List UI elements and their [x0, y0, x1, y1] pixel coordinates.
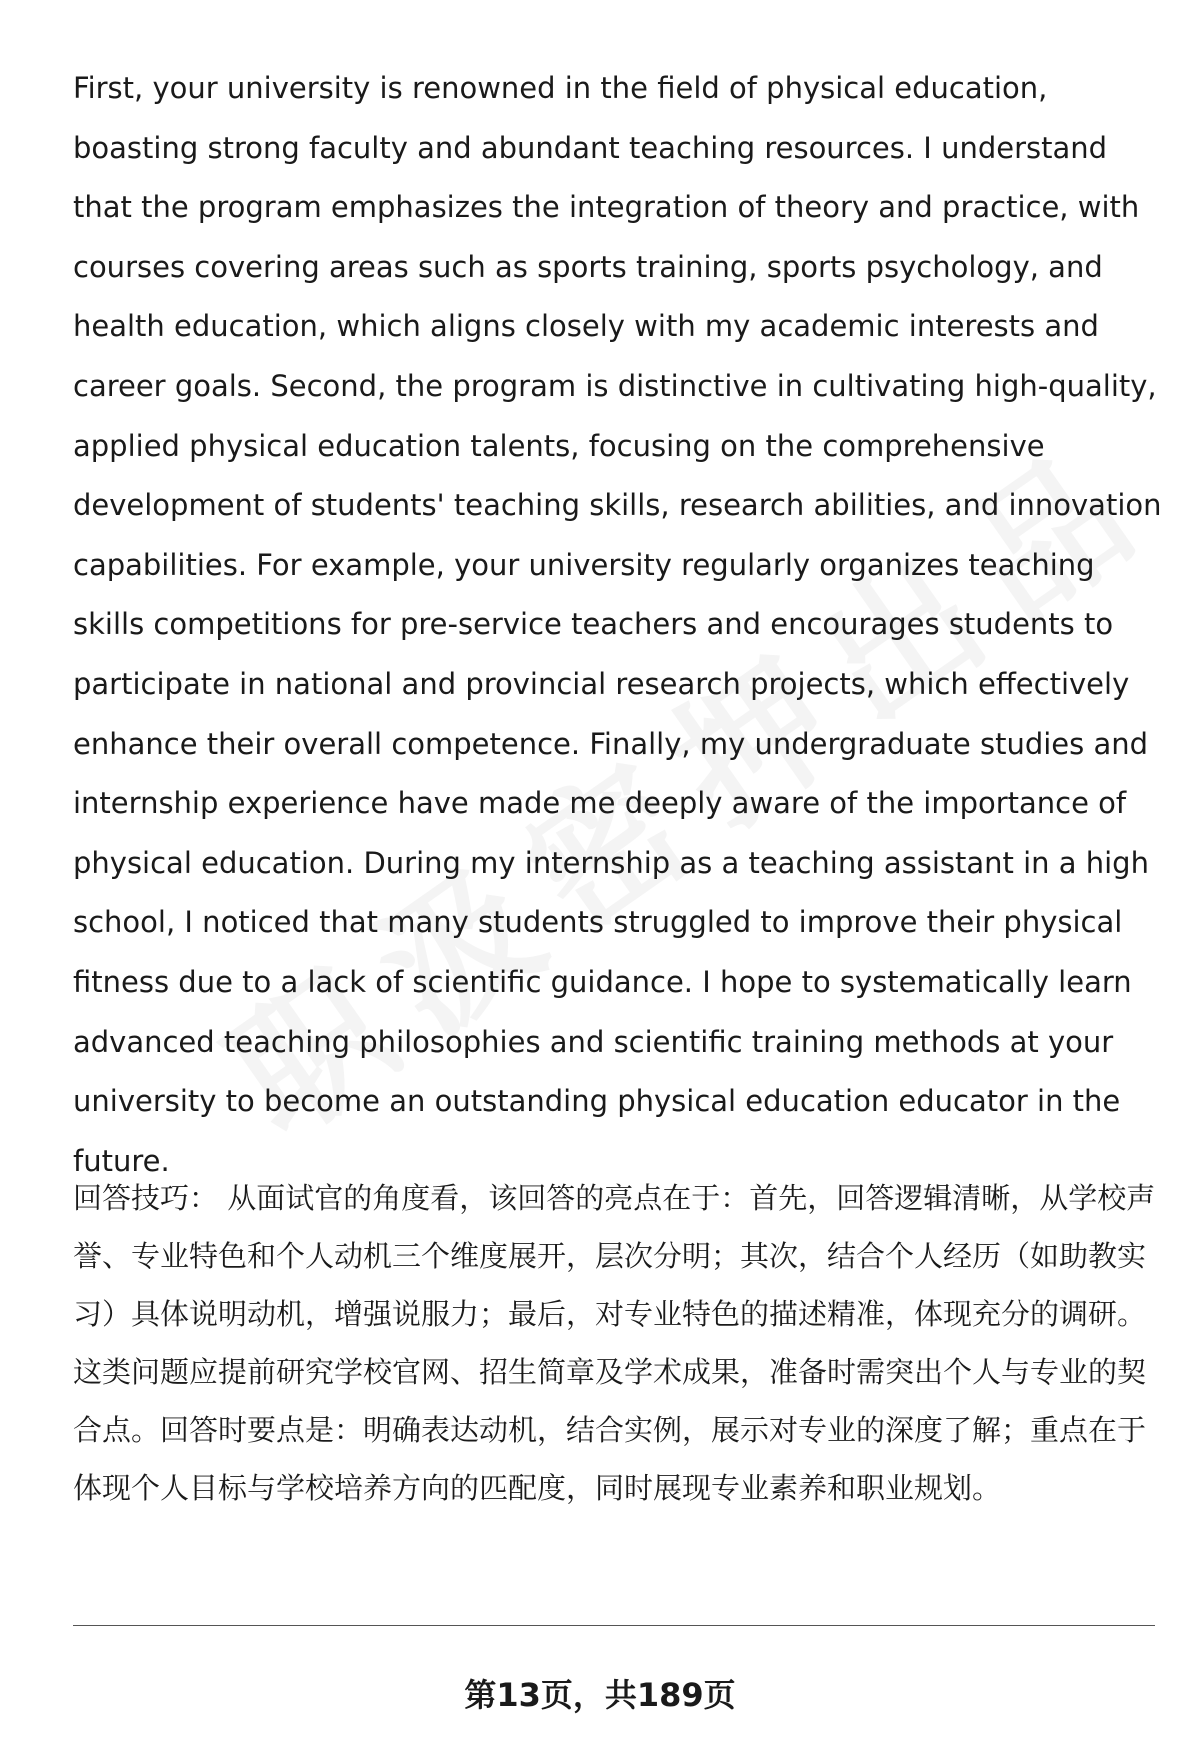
answer-tips-paragraph: 回答技巧： 从面试官的角度看，该回答的亮点在于：首先，回答逻辑清晰，从学校声誉、专业特色和个人动机三个维度展开，层次分明；其次，结合个人经历（如助教实习）具体说明动机，增强说服力；最后，对专业特色的描述精准，体现充分的调研。这类问题应提前研究学校官网、招生简章及学术成果，准备时需突出个人与专业的契合点。回答时要点是：明确表达动机，结合实例，展示对专业的深度了解；重点在于体现个人目标与学校培养方向的匹配度，同时展现专业素养和职业规划。 — [73, 1181, 1156, 1505]
answer-paragraph: First, your university is renowned in the field of physical education, boasting strong faculty and abundant teaching resources. I understand that the program emphasizes the integration of theory and practice, with courses covering areas such as sports training, sports psychology, and health education, which aligns closely with my academic interests and career goals. Second, the program is distinctive in cultivating high-quality, applied physical education talents, focusing on the comprehensive development of students' teaching skills, research abilities, and innovation capabilities. For example, your university regularly organizes teaching skills competitions for pre-service teachers and encourages students to participate in national and provincial research projects, which effectively enhance their overall competence. Finally, my undergraduate studies and internship experience have made me deeply aware of the importance of physical education. During my internship as a teaching assistant in a high school, I noticed that many students struggled to improve their physical fitness due to a lack of scientific guidance. I hope to systematically learn advanced teaching philosophies and scientific training methods at your university to become an outstanding physical education educator in the future. — [73, 71, 1162, 1178]
page-number: 第13页，共189页 — [464, 1676, 736, 1714]
footer-divider — [73, 1625, 1155, 1626]
